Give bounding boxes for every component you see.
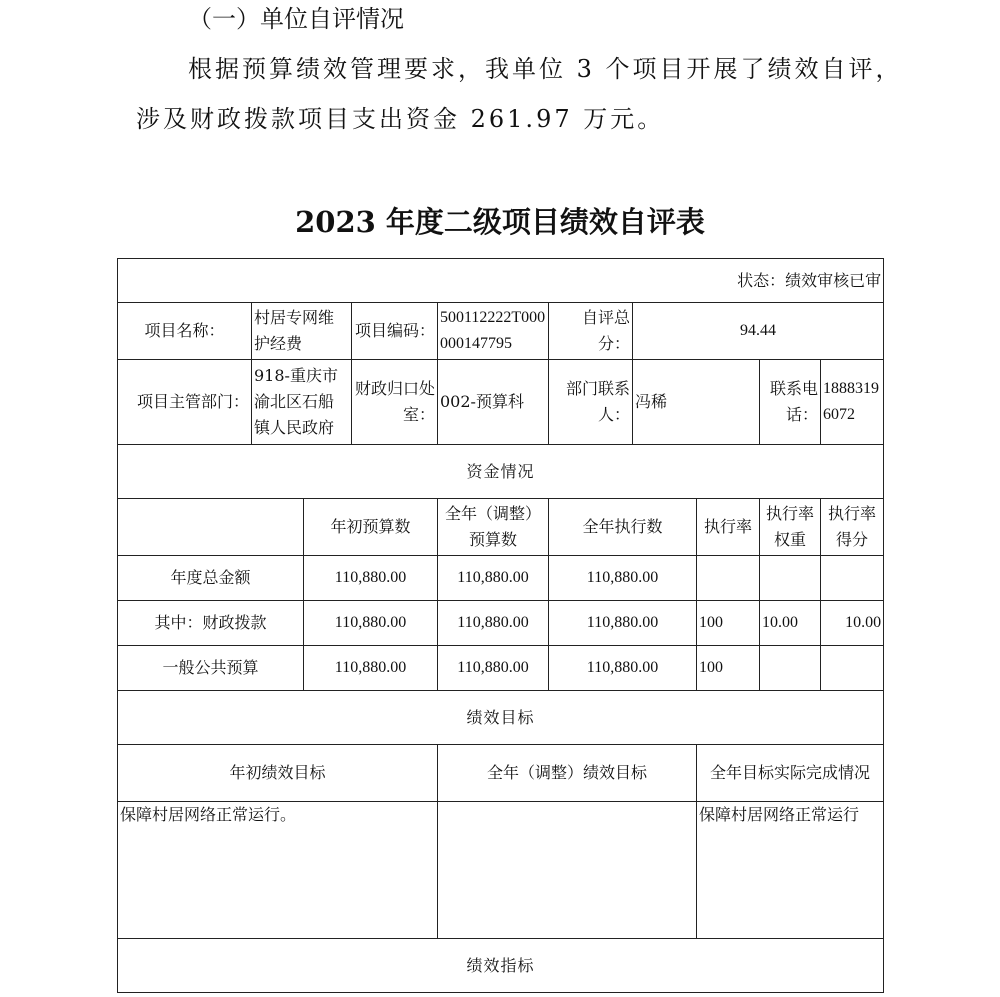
funds-header-score: 执行率得分 <box>821 499 884 556</box>
funds-row-executed: 110,880.00 <box>549 556 697 601</box>
funds-row-label: 一般公共预算 <box>118 646 304 691</box>
table-row <box>118 601 884 646</box>
goals-header-initial: 年初绩效目标 <box>118 745 438 802</box>
indicators-section-header: 绩效指标 <box>118 939 884 993</box>
funds-row-initial: 110,880.00 <box>304 646 438 691</box>
funds-row-weight: 10.00 <box>760 601 821 646</box>
goals-header-adjusted: 全年（调整）绩效目标 <box>438 745 697 802</box>
funds-row-initial: 110,880.00 <box>304 556 438 601</box>
dept-value: 918-重庆市渝北区石船镇人民政府 <box>252 360 352 445</box>
funds-row-rate <box>697 556 760 601</box>
funds-header-initial: 年初预算数 <box>304 499 438 556</box>
funds-row-label: 年度总金额 <box>118 556 304 601</box>
contact-label: 部门联系人： <box>549 360 633 445</box>
funds-header-rate: 执行率 <box>697 499 760 556</box>
project-name-value: 村居专网维护经费 <box>252 303 352 360</box>
funds-row-executed: 110,880.00 <box>549 646 697 691</box>
dept-label: 项目主管部门： <box>118 360 252 445</box>
paragraph-line-1: 根据预算绩效管理要求，我单位 3 个项目开展了绩效自评， <box>188 55 903 83</box>
funds-row-score: 10.00 <box>821 601 884 646</box>
funds-row-score <box>821 556 884 601</box>
self-evaluation-table <box>117 258 884 993</box>
phone-label: 联系电话： <box>760 360 821 445</box>
funds-row-weight <box>760 556 821 601</box>
goals-section-header: 绩效目标 <box>118 691 884 745</box>
self-score-value: 94.44 <box>633 303 884 360</box>
table-row <box>118 646 884 691</box>
finance-office-value: 002-预算科 <box>438 360 549 445</box>
funds-row-label: 其中：财政拨款 <box>118 601 304 646</box>
project-code-value: 500112222T000000147795 <box>438 303 549 360</box>
funds-header-weight: 执行率权重 <box>760 499 821 556</box>
funds-header-executed: 全年执行数 <box>549 499 697 556</box>
funds-row-rate: 100 <box>697 601 760 646</box>
funds-row-executed: 110,880.00 <box>549 601 697 646</box>
funds-row-adjusted: 110,880.00 <box>438 646 549 691</box>
funds-section-header: 资金情况 <box>118 445 884 499</box>
funds-row-initial: 110,880.00 <box>304 601 438 646</box>
funds-row-adjusted: 110,880.00 <box>438 556 549 601</box>
funds-header-adjusted: 全年（调整）预算数 <box>438 499 549 556</box>
document-title: 2023 年度二级项目绩效自评表 <box>295 205 705 239</box>
goal-initial-text: 保障村居网络正常运行。 <box>118 802 438 939</box>
paragraph-line-2: 涉及财政拨款项目支出资金 261.97 万元。 <box>136 105 665 133</box>
funds-row-weight <box>760 646 821 691</box>
goal-actual-text: 保障村居网络正常运行 <box>697 802 884 939</box>
phone-value: 18883196072 <box>821 360 884 445</box>
funds-row-adjusted: 110,880.00 <box>438 601 549 646</box>
status-text: 状态：绩效审核已审 <box>118 259 884 303</box>
contact-value: 冯稀 <box>633 360 760 445</box>
funds-row-score <box>821 646 884 691</box>
section-heading: （一）单位自评情况 <box>188 5 404 33</box>
goal-adjusted-text <box>438 802 697 939</box>
finance-office-label: 财政归口处室： <box>352 360 438 445</box>
self-score-label: 自评总分： <box>549 303 633 360</box>
project-name-label: 项目名称： <box>118 303 252 360</box>
funds-row-rate: 100 <box>697 646 760 691</box>
funds-header-blank <box>118 499 304 556</box>
goals-header-actual: 全年目标实际完成情况 <box>697 745 884 802</box>
table-row <box>118 556 884 601</box>
project-code-label: 项目编码： <box>352 303 438 360</box>
